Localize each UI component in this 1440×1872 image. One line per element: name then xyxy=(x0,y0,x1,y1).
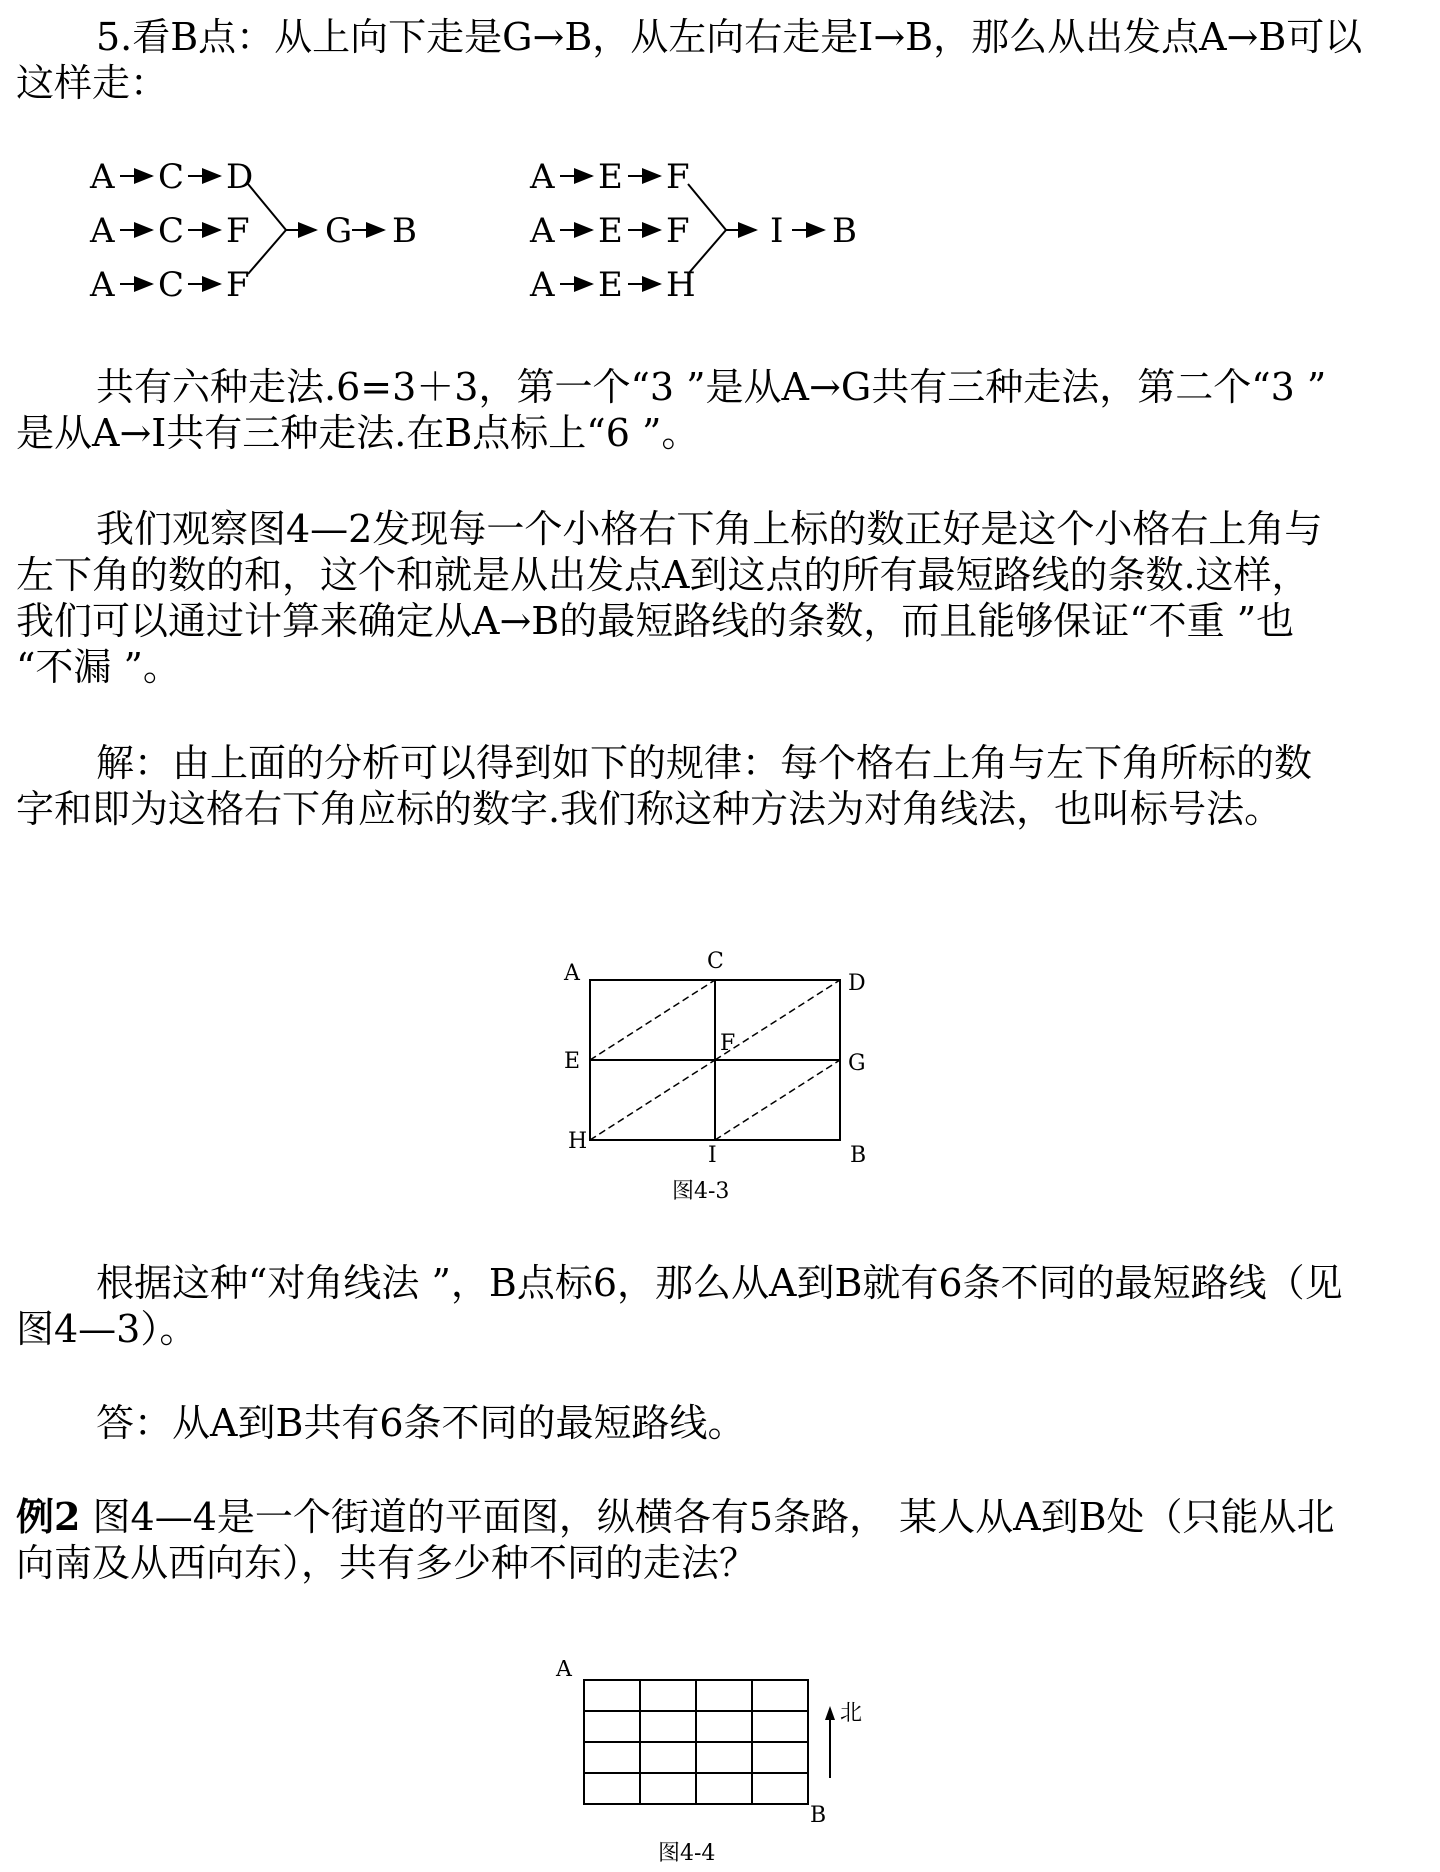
point-label-b: B xyxy=(850,1143,867,1168)
north-label: 北 xyxy=(840,1701,863,1726)
paragraph-conclusion xyxy=(16,1260,1426,1352)
text-line: 我们可以通过计算来确定从A→B的最短路线的条数，而且能够保证“不重 ”也 xyxy=(16,599,1295,643)
left-path-group xyxy=(89,157,417,305)
node-label: B xyxy=(392,211,417,251)
node-label: A xyxy=(530,157,555,197)
figure-caption: 图4-4 xyxy=(658,1841,716,1866)
node-label: A xyxy=(90,211,115,251)
text-line: 字和即为这格右下角应标的数字.我们称这种方法为对角线法，也叫标号法。 xyxy=(16,787,1283,831)
node-label: I xyxy=(770,211,784,251)
text-line: 5.看B点：从上向下走是G→B，从左向右走是I→B，那么从出发点A→B可以 xyxy=(96,15,1363,59)
node-label: H xyxy=(666,265,696,305)
paragraph-six-ways xyxy=(16,364,1426,456)
node-label: C xyxy=(158,157,185,197)
node-label: C xyxy=(158,265,185,305)
point-label-c: C xyxy=(707,949,724,974)
text-line: 图4—4是一个街道的平面图，纵横各有5条路， 某人从A到B处（只能从北 xyxy=(80,1495,1335,1539)
point-label-b: B xyxy=(810,1803,827,1828)
paragraph-example-2 xyxy=(16,1494,1426,1586)
figure-4-4 xyxy=(548,1660,888,1872)
point-label-f: F xyxy=(720,1031,736,1056)
node-label: C xyxy=(158,211,185,251)
node-label: B xyxy=(832,211,857,251)
text-line: 根据这种“对角线法 ”，B点标6，那么从A到B就有6条不同的最短路线（见 xyxy=(96,1261,1343,1305)
text-line: 共有六种走法.6=3＋3，第一个“3 ”是从A→G共有三种走法，第二个“3 ” xyxy=(96,365,1327,409)
text-line: 答：从A到B共有6条不同的最短路线。 xyxy=(96,1401,746,1445)
paragraph-answer xyxy=(16,1400,1426,1446)
node-label: F xyxy=(666,157,690,197)
node-label: E xyxy=(598,157,623,197)
right-path-group xyxy=(529,157,857,305)
node-label: F xyxy=(226,211,250,251)
node-label: A xyxy=(90,157,115,197)
path-enumeration-diagram xyxy=(80,150,960,320)
text-line: 图4—3）。 xyxy=(16,1307,198,1351)
node-label: E xyxy=(598,211,623,251)
node-label: F xyxy=(226,265,250,305)
figure-4-3 xyxy=(550,940,890,1210)
node-label: A xyxy=(530,211,555,251)
point-label-d: D xyxy=(848,971,866,996)
point-label-a: A xyxy=(556,1660,572,1682)
node-label: D xyxy=(226,157,254,197)
text-line: 是从A→I共有三种走法.在B点标上“6 ”。 xyxy=(16,411,700,455)
text-line: 这样走： xyxy=(16,61,169,105)
node-label: A xyxy=(90,265,115,305)
text-line: 解：由上面的分析可以得到如下的规律：每个格右上角与左下角所标的数 xyxy=(96,741,1313,785)
node-label: A xyxy=(530,265,555,305)
point-label-g: G xyxy=(848,1051,866,1076)
node-label: F xyxy=(666,211,690,251)
paragraph-solution xyxy=(16,740,1426,832)
point-label-h: H xyxy=(568,1129,588,1154)
example-label: 例2 xyxy=(16,1494,81,1539)
text-line: 我们观察图4—2发现每一个小格右下角上标的数正好是这个小格右上角与 xyxy=(96,507,1323,551)
point-label-a: A xyxy=(564,961,580,986)
point-label-e: E xyxy=(564,1049,581,1074)
paragraph-point-b xyxy=(16,14,1426,106)
text-line: 向南及从西向东），共有多少种不同的走法？ xyxy=(16,1541,758,1585)
node-label: G xyxy=(325,211,353,251)
text-line: 左下角的数的和，这个和就是从出发点A到这点的所有最短路线的条数.这样， xyxy=(16,553,1310,597)
node-label: E xyxy=(598,265,623,305)
figure-caption: 图4-3 xyxy=(672,1179,730,1204)
point-label-i: I xyxy=(708,1143,717,1168)
paragraph-observation xyxy=(16,506,1426,690)
text-line: “不漏 ”。 xyxy=(16,645,181,689)
